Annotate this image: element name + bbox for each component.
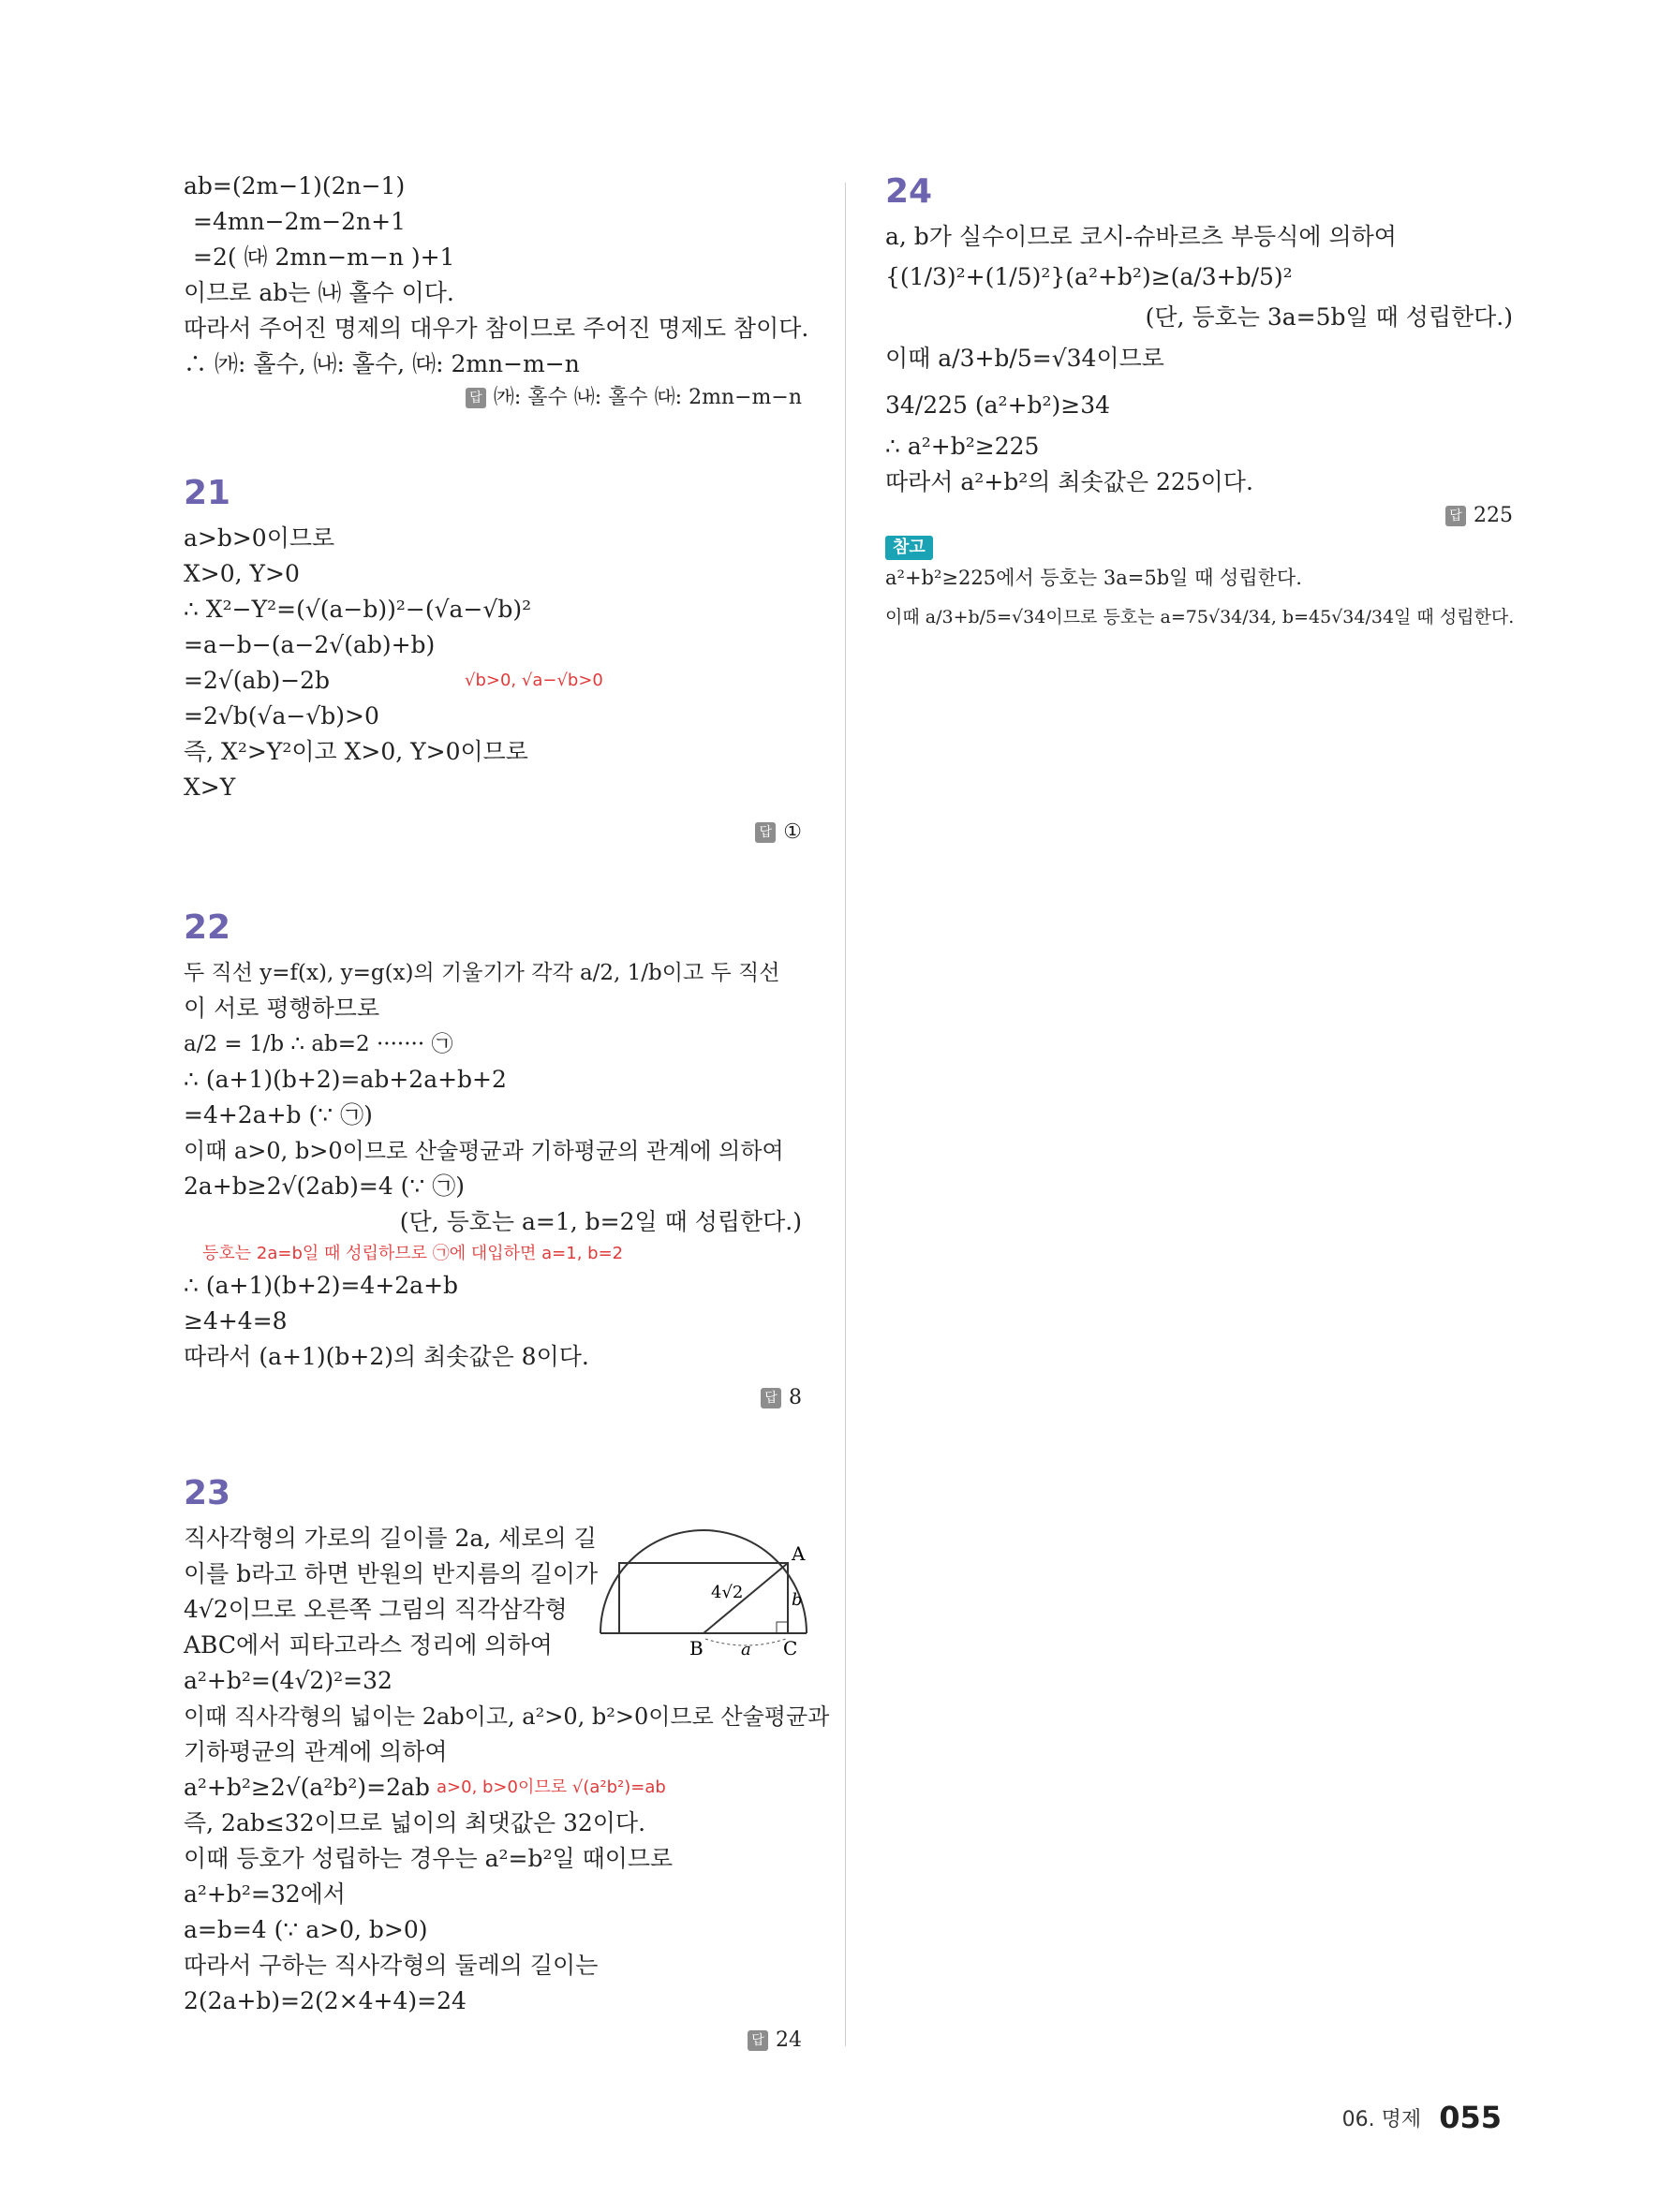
solution-23 [184, 1470, 830, 2057]
answer-24: 답 225 [885, 500, 1513, 532]
line: =a−b−(a−2√(ab)+b) [184, 631, 436, 658]
line: =2√b(√a−√b)>0 [184, 702, 379, 730]
line: 두 직선 y=f(x), y=g(x)의 기울기가 각각 a/2, 1/b이고 두 직선 [184, 961, 780, 985]
line: 따라서 주어진 명제의 대우가 참이므로 주어진 명제도 참이다. [184, 315, 809, 342]
line: {(1/3)²+(1/5)²}(a²+b²)≥(a/3+b/5)² [885, 263, 1293, 290]
line: 4√2이므로 오른쪽 그림의 직각삼각형 [184, 1596, 568, 1623]
problem-number: 21 [184, 474, 231, 512]
line: (단, 등호는 3a=5b일 때 성립한다.) [1145, 303, 1513, 331]
line: X>0, Y>0 [184, 560, 300, 587]
side-b-label: b [792, 1590, 803, 1610]
line: 즉, 2ab≤32이므로 넓이의 최댓값은 32이다. [184, 1809, 646, 1836]
line: 이때 직사각형의 넓이는 2ab이고, a²>0, b²>0이므로 산술평균과 [184, 1703, 830, 1730]
line: 이를 b라고 하면 반원의 반지름의 길이가 [184, 1560, 599, 1587]
line: ∴ (a+1)(b+2)=4+2a+b [184, 1272, 459, 1299]
solution-20 [184, 169, 809, 414]
line: 이므로 ab는 ㈏ 홀수 이다. [184, 279, 454, 306]
line: =4mn−2m−2n+1 [193, 208, 407, 235]
line: a²+b²≥225에서 등호는 3a=5b일 때 성립한다. [885, 567, 1302, 589]
solution-22 [184, 905, 802, 1414]
point-a-label: A [792, 1542, 806, 1565]
reference-label: 참고 [885, 536, 933, 560]
page-number: 055 [1439, 2100, 1502, 2135]
line: 직사각형의 가로의 길이를 2a, 세로의 길 [184, 1525, 597, 1552]
reference-box [885, 536, 1513, 639]
chapter-label: 06. 명제 [1341, 2107, 1422, 2131]
annotation-note: √b>0, √a−√b>0 [465, 671, 603, 690]
answer-23: 답 24 [184, 2025, 802, 2057]
line: 이때 등호가 성립하는 경우는 a²=b²일 때이므로 [184, 1845, 674, 1872]
line: a=b=4 (∵ a>0, b>0) [184, 1916, 428, 1943]
line: 이때 a/3+b/5=√34이므로 등호는 a=75√34/34, b=45√34/34일 때 성립한다. [885, 607, 1515, 627]
line: 따라서 a²+b²의 최솟값은 225이다. [885, 468, 1253, 495]
line: a/2 = 1/b ∴ ab=2 ······· ㉠ [184, 1032, 453, 1056]
problem-number: 23 [184, 1474, 231, 1512]
line: ab=(2m−1)(2n−1) [184, 172, 406, 199]
line: ∴ (a+1)(b+2)=ab+2a+b+2 [184, 1066, 507, 1093]
answer-mark: 답 [466, 388, 486, 408]
left-column [184, 169, 830, 2057]
line: 34/225 (a²+b²)≥34 [885, 391, 1111, 419]
line: ∴ ㈎: 홀수, ㈏: 홀수, ㈐: 2mn−m−n [184, 350, 580, 377]
line: 이때 a>0, b>0이므로 산술평균과 기하평균의 관계에 의하여 [184, 1138, 784, 1164]
line: ∴ a²+b²≥225 [885, 433, 1040, 460]
solution-24 [885, 169, 1513, 639]
line: =4+2a+b (∵ ㉠) [184, 1101, 373, 1128]
annotation-note: 등호는 2a=b일 때 성립하므로 ㉠에 대입하면 a=1, b=2 [202, 1244, 624, 1263]
line: 이 서로 평행하므로 [184, 995, 380, 1022]
answer-21: 답 ① [184, 817, 802, 848]
line: ∴ X²−Y²=(√(a−b))²−(√a−√b)² [184, 596, 532, 623]
line: =2( ㈐ 2mn−m−n )+1 [193, 243, 455, 271]
line: (단, 등호는 a=1, b=2일 때 성립한다.) [399, 1208, 802, 1235]
problem-number: 22 [184, 908, 231, 947]
answer-22: 답 8 [184, 1382, 802, 1414]
line: ABC에서 피타고라스 정리에 의하여 [184, 1631, 553, 1659]
line: 즉, X²>Y²이고 X>0, Y>0이므로 [184, 738, 528, 765]
right-column [885, 169, 1513, 639]
line: a²+b²=(4√2)²=32 [184, 1667, 393, 1694]
problem-number: 24 [885, 172, 933, 211]
line: 기하평균의 관계에 의하여 [184, 1738, 448, 1765]
answer-mark: 답 [761, 1388, 781, 1408]
line: ≥4+4=8 [184, 1307, 288, 1335]
line: =2√(ab)−2b √b>0, √a−√b>0 [184, 667, 603, 694]
line: 이때 a/3+b/5=√34이므로 [885, 345, 1164, 372]
line: a>b>0이므로 [184, 524, 335, 552]
answer-mark: 답 [748, 2030, 768, 2051]
annotation-note: a>0, b>0이므로 √(a²b²)=ab [437, 1777, 666, 1797]
page-footer [1342, 2100, 1502, 2135]
line: X>Y [184, 774, 236, 801]
hypotenuse-label: 4√2 [711, 1583, 744, 1602]
side-a-label: a [741, 1640, 751, 1659]
line: a, b가 실수이므로 코시-슈바르츠 부등식에 의하여 [885, 223, 1397, 250]
answer-20: 답 ㈎: 홀수 ㈏: 홀수 ㈐: 2mn−m−n [184, 382, 802, 414]
point-c-label: C [783, 1637, 798, 1659]
point-b-label: B [689, 1637, 704, 1659]
line: a²+b²=32에서 [184, 1880, 346, 1908]
answer-mark: 답 [1445, 506, 1466, 526]
line: a²+b²≥2√(a²b²)=2ab a>0, b>0이므로 √(a²b²)=ab [184, 1774, 666, 1801]
line: 따라서 구하는 직사각형의 둘레의 길이는 [184, 1952, 599, 1979]
line: 2(2a+b)=2(2×4+4)=24 [184, 1987, 467, 2014]
line: 2a+b≥2√(2ab)=4 (∵ ㉠) [184, 1172, 466, 1200]
line: 따라서 (a+1)(b+2)의 최솟값은 8이다. [184, 1343, 589, 1370]
solution-21 [184, 470, 802, 848]
semicircle-figure [591, 1521, 816, 1661]
answer-mark: 답 [755, 822, 776, 843]
column-divider [845, 183, 846, 2046]
